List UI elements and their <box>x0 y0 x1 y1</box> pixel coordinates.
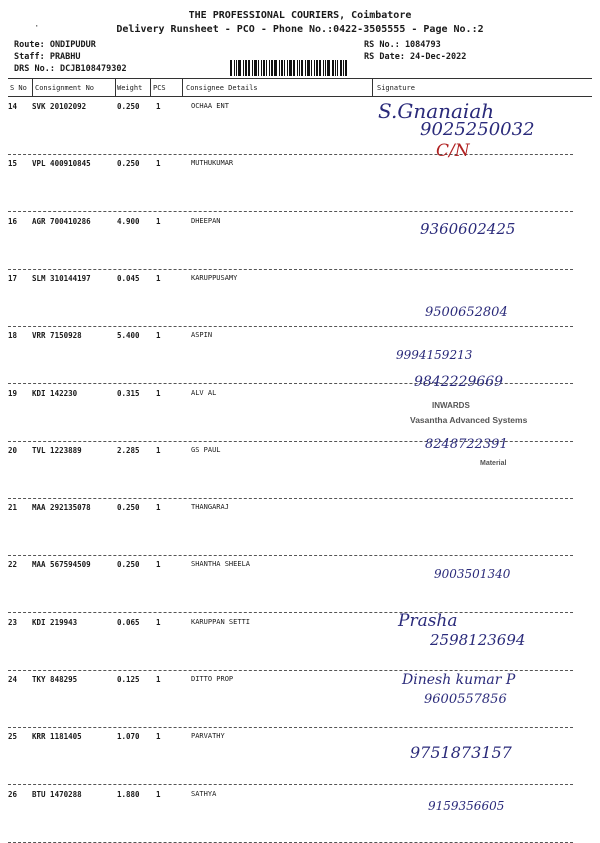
col-divider <box>115 79 116 97</box>
rs-number: RS No.: 1084793 <box>364 40 441 50</box>
weight: 0.315 <box>117 388 140 398</box>
consignee-name: OCHAA ENT <box>191 102 229 110</box>
col-divider <box>150 79 151 97</box>
signature-handwriting: Dinesh kumar P <box>402 672 516 688</box>
col-header-pcs: PCS <box>153 84 166 92</box>
serial-number: 16 <box>8 216 18 226</box>
pieces: 1 <box>156 675 161 684</box>
pieces: 1 <box>156 273 161 283</box>
col-divider <box>372 79 373 97</box>
signature-handwriting: 9360602425 <box>420 219 516 238</box>
serial-number: 24 <box>8 675 18 684</box>
drs-number: DRS No.: DCJB108479302 <box>14 64 127 74</box>
col-divider <box>182 79 183 97</box>
signature-handwriting: Prasha <box>398 610 458 631</box>
weight: 0.250 <box>117 102 140 111</box>
consignee-name: DHEEPAN <box>191 216 221 225</box>
signature-handwriting: S.Gnanaiah <box>378 99 495 123</box>
table-row <box>8 670 573 728</box>
consignment-number: BTU 1470288 <box>32 789 82 799</box>
serial-number: 25 <box>8 732 18 742</box>
table-row <box>8 212 573 270</box>
serial-number: 20 <box>8 445 18 455</box>
consignee-name: MUTHUKUMAR <box>191 159 234 168</box>
weight: 5.400 <box>117 331 140 341</box>
stamp-material: Material <box>480 460 507 467</box>
consignee-name: PARVATHY <box>191 732 225 741</box>
barcode <box>230 60 358 76</box>
signature-handwriting: 9994159213 <box>396 348 473 363</box>
weight: 0.045 <box>117 273 140 283</box>
signature-handwriting: 9600557856 <box>424 692 507 707</box>
consignee-name: ALV AL <box>191 388 217 397</box>
stamp-inwards: INWARDS <box>432 401 470 410</box>
col-header-sno: S No <box>10 84 27 92</box>
route: Route: ONDIPUDUR <box>14 40 96 50</box>
weight: 0.250 <box>117 159 140 169</box>
consignment-number: KDI 142230 <box>32 388 78 398</box>
weight: 0.125 <box>117 675 140 684</box>
weight: 0.250 <box>117 560 140 570</box>
scan-mark: · <box>34 22 40 32</box>
consignment-number: KRR 1181405 <box>32 732 82 742</box>
pieces: 1 <box>156 732 161 742</box>
consignment-number: SVK 20102092 <box>32 102 87 111</box>
consignment-number: KDI 219943 <box>32 617 78 627</box>
pieces: 1 <box>156 331 161 341</box>
serial-number: 21 <box>8 503 18 513</box>
pieces: 1 <box>156 159 161 169</box>
staff: Staff: PRABHU <box>14 52 81 62</box>
serial-number: 15 <box>8 159 18 169</box>
consignee-name: SATHYA <box>191 789 217 798</box>
pieces: 1 <box>156 617 161 627</box>
table-row <box>8 97 573 161</box>
signature-handwriting: 9003501340 <box>434 567 511 582</box>
consignee-name: KARUPPAN SETTI <box>191 617 251 626</box>
company-title: THE PROFESSIONAL COURIERS, Coimbatore <box>188 10 412 21</box>
serial-number: 14 <box>8 102 18 111</box>
col-header-consignee: Consignee Details <box>186 84 258 92</box>
col-header-weight: Weight <box>117 84 143 92</box>
col-header-signature: Signature <box>377 84 415 92</box>
consignment-number: SLM 310144197 <box>32 273 91 283</box>
col-header-consignment: Consignment No <box>35 84 95 92</box>
table-row <box>8 498 573 556</box>
pieces: 1 <box>156 445 161 455</box>
pieces: 1 <box>156 388 161 398</box>
pieces: 1 <box>156 560 161 570</box>
table-row <box>8 610 573 671</box>
weight: 2.285 <box>117 445 140 455</box>
stamp-company: Vasantha Advanced Systems <box>410 415 528 425</box>
pieces: 1 <box>156 789 161 799</box>
table-top-border <box>8 78 592 79</box>
table-row <box>8 785 573 843</box>
table-row <box>8 269 573 327</box>
weight: 0.065 <box>117 617 140 627</box>
table-row <box>8 727 573 785</box>
signature-handwriting: C/N <box>436 141 470 161</box>
weight: 1.070 <box>117 732 140 742</box>
signature-handwriting: 9751873157 <box>410 743 512 763</box>
consignee-name: GS PAUL <box>191 445 221 454</box>
pieces: 1 <box>156 102 161 111</box>
pieces: 1 <box>156 216 161 226</box>
serial-number: 26 <box>8 789 18 799</box>
consignment-number: TVL 1223889 <box>32 445 82 455</box>
consignee-name: SHANTHA SHEELA <box>191 560 251 569</box>
consignee-name: ASPIN <box>191 331 213 340</box>
consignment-number: VRR 7150928 <box>32 331 82 341</box>
signature-handwriting: 9025250032 <box>420 119 535 140</box>
serial-number: 22 <box>8 560 18 570</box>
signature-handwriting: 8248722391 <box>425 436 508 452</box>
pieces: 1 <box>156 503 161 513</box>
table-row <box>8 154 573 212</box>
col-divider <box>32 79 33 97</box>
signature-handwriting: 9159356605 <box>428 798 505 813</box>
consignee-name: KARUPPUSAMY <box>191 273 238 282</box>
consignment-number: MAA 292135078 <box>32 503 91 513</box>
consignee-name: THANGARAJ <box>191 503 229 512</box>
table-row <box>8 436 573 499</box>
consignment-number: TKY 848295 <box>32 675 78 684</box>
serial-number: 18 <box>8 331 18 341</box>
consignee-name: DITTO PROP <box>191 675 234 683</box>
signature-handwriting: 2598123694 <box>430 630 526 649</box>
consignment-number: AGR 700410286 <box>32 216 91 226</box>
serial-number: 23 <box>8 617 18 627</box>
consignment-number: MAA 567594509 <box>32 560 91 570</box>
signature-handwriting: 9500652804 <box>425 304 508 320</box>
rs-date: RS Date: 24-Dec-2022 <box>364 52 467 62</box>
runsheet-title: Delivery Runsheet - PCO - Phone No.:0422-3505555 - Page No.:2 <box>116 24 484 35</box>
consignment-number: VPL 400910845 <box>32 159 91 169</box>
weight: 0.250 <box>117 503 140 513</box>
signature-handwriting: 9842229669 <box>414 373 504 390</box>
table-row <box>8 373 573 442</box>
weight: 4.900 <box>117 216 140 226</box>
serial-number: 19 <box>8 388 18 398</box>
weight: 1.880 <box>117 789 140 799</box>
table-row <box>8 555 573 613</box>
serial-number: 17 <box>8 273 18 283</box>
